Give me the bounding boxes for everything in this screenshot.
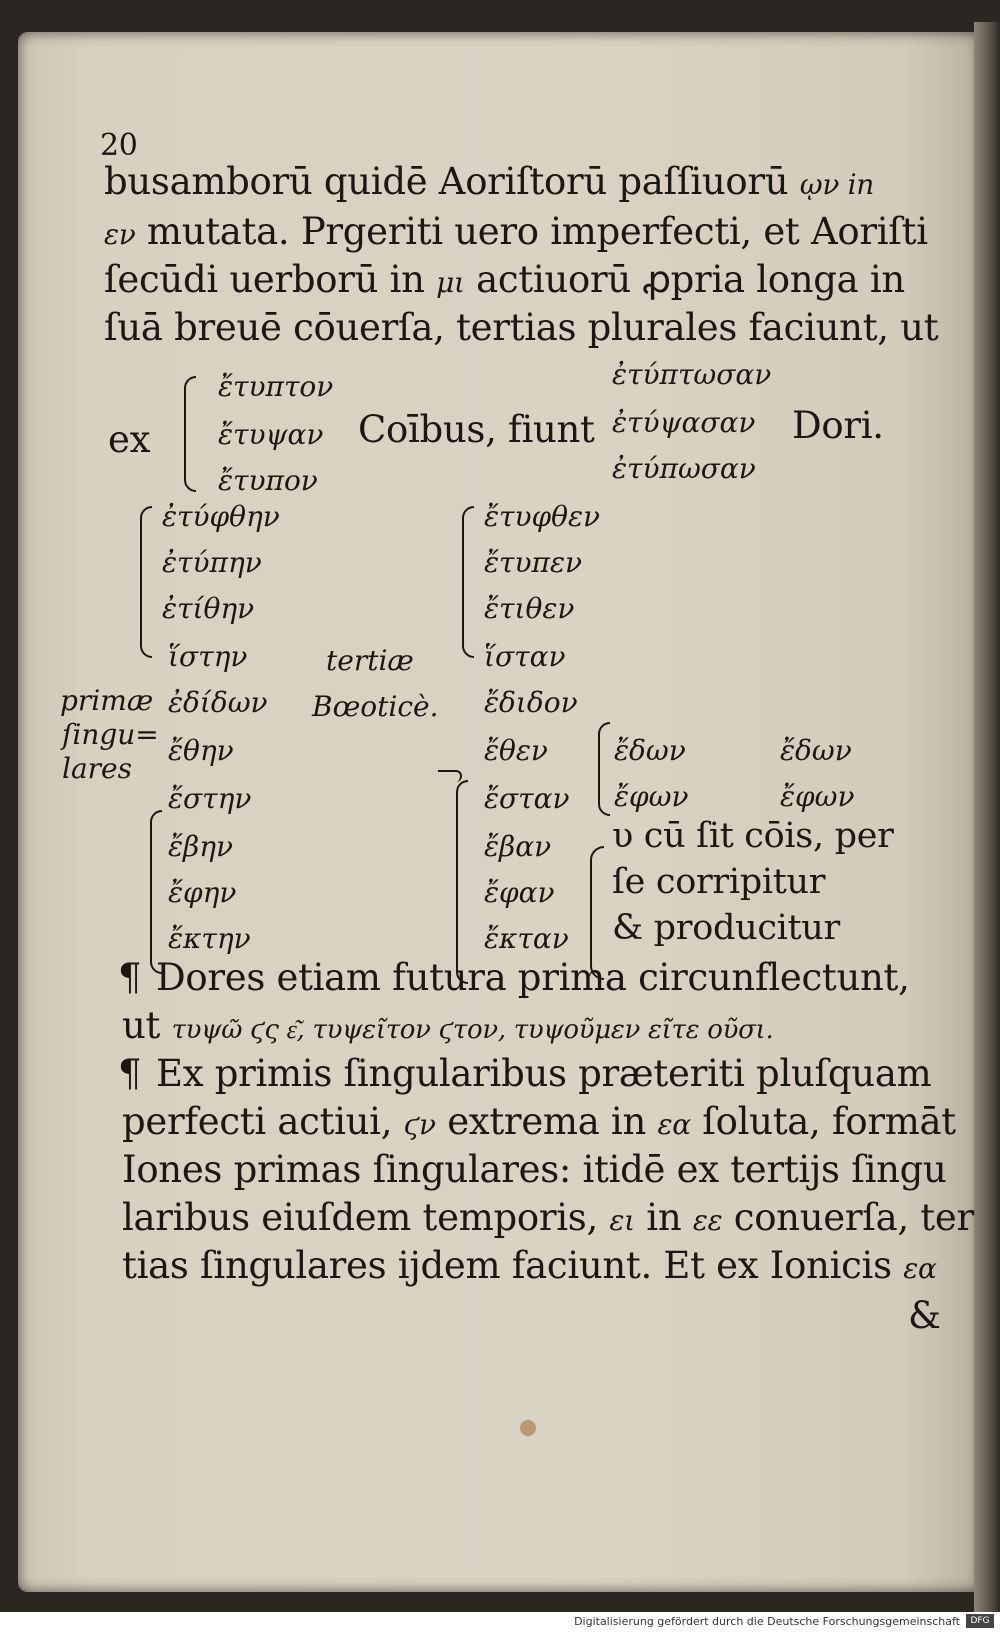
footer-bar [0, 1612, 1000, 1632]
text-line-3 [104, 258, 905, 301]
col2-row-5: ἔδιδον [484, 686, 578, 719]
col2-row-6: ἔθεν [484, 734, 548, 767]
col2-row-9: ἔφαν [484, 876, 555, 909]
col2-row-3: ἔτιθεν [484, 592, 575, 625]
footer-text: Digitalisierung gefördert durch die Deutsche Forschungsgemeinschaft [574, 1615, 960, 1628]
example-left-2: ἔτυψαν [218, 418, 324, 451]
col1-row-9: ἔφην [168, 876, 237, 909]
col2-row-10: ἔκταν [484, 922, 569, 955]
para2-line-4-greek-2: εε [692, 1204, 723, 1237]
paper-stain [520, 1420, 536, 1436]
col1-row-1: ἐτύφθην [162, 500, 280, 533]
text-line-3-latin: ſecūdi uerborū in [104, 258, 425, 301]
col1-brace-top [140, 506, 152, 658]
para2-line-2-greek-2: εα [657, 1108, 691, 1141]
example-brace [184, 376, 196, 492]
para2-line-2-a: perfecti actiui, [122, 1100, 393, 1143]
para1-line-2 [122, 1004, 773, 1047]
text-line-3-greek: μι [436, 266, 465, 299]
col3-row-1: ἔδων [614, 734, 686, 767]
col1-row-3: ἐτίθην [162, 592, 255, 625]
para2-line-4 [122, 1196, 974, 1239]
col2-row-7: ἔσταν [484, 782, 570, 815]
note-line-3: & producitur [612, 908, 840, 948]
text-line-2 [104, 210, 928, 253]
para2-line-3: Iones primas ſingulares: itidē ex tertijs ſingu [122, 1148, 947, 1191]
note-line-2: ſe corripitur [612, 862, 826, 902]
text-line-4: ſuā breuē cōuerſa, tertias plurales faciunt, ut [104, 306, 939, 349]
example-left-1: ἔτυπτον [218, 370, 334, 403]
page-number: 20 [100, 128, 138, 163]
col2-brace-bottom [456, 780, 468, 984]
col1-row-10: ἔκτην [168, 922, 251, 955]
col2-brace-top [462, 506, 474, 658]
col2-hook [438, 770, 462, 782]
note-line-1: υ cū ſit cōis, per [612, 816, 894, 856]
para2-line-4-b: in [646, 1196, 682, 1239]
pilcrow-icon-2: ¶ [118, 1052, 142, 1095]
col1-row-7: ἔστην [168, 782, 252, 815]
col1-row-6: ἔθην [168, 734, 234, 767]
para2-line-5-a: tias ſingulares ijdem faciunt. Et ex Ionicis [122, 1244, 892, 1287]
example-dori: Dori. [792, 404, 884, 447]
col2-row-2: ἔτυπεν [484, 546, 582, 579]
para2-line-2-greek: ϛν [403, 1108, 436, 1141]
col2-row-4: ἵσταν [484, 640, 566, 673]
label-tertiae: tertiæ [326, 644, 414, 677]
col1-row-5: ἐδίδων [168, 686, 268, 719]
page-edge [974, 22, 1000, 1612]
text-line-3-latin-b: actiuorū ꝓpria longa in [476, 258, 905, 301]
label-singu: ſingu= [62, 718, 159, 751]
para2-line-4-greek: ει [609, 1204, 635, 1237]
para2-line-2-b: extrema in [447, 1100, 646, 1143]
col1-row-8: ἔβην [168, 830, 234, 863]
para2-line-2 [122, 1100, 956, 1143]
example-middle: Coībus, fiunt [358, 408, 595, 451]
para2-line-1: Ex primis ſingularibus præteriti pluſquam [156, 1052, 932, 1095]
example-right-3: ἐτύπωσαν [612, 452, 756, 485]
example-ex: ex [108, 418, 151, 461]
para1-line-2-greek: τυψῶ ϛς ε͂, τυψεῖτον ϛτον, τυψοῦμεν εῖτε οῦσι. [171, 1015, 774, 1045]
col3-row-2: ἔφων [614, 780, 689, 813]
col4-row-2: ἔφων [780, 780, 855, 813]
col3-brace-top [598, 722, 610, 816]
para2-line-5-greek: εα [903, 1252, 937, 1285]
para1-line-1: Dores etiam futura prima circunflectunt, [156, 956, 910, 999]
col2-row-8: ἔβαν [484, 830, 552, 863]
col1-row-4: ἵστην [168, 640, 248, 673]
text-line-1 [104, 160, 874, 203]
label-lares: lares [62, 752, 132, 785]
text-line-2-greek: εν [104, 218, 136, 251]
para2-line-4-a: laribus eiuſdem temporis, [122, 1196, 598, 1239]
col2-row-1: ἔτυφθεν [484, 500, 601, 533]
para2-line-2-c: ſoluta, formāt [702, 1100, 956, 1143]
dfg-logo-icon: DFG [966, 1614, 994, 1628]
para2-line-5 [122, 1244, 937, 1287]
catchword: & [908, 1294, 941, 1337]
col1-brace-bottom [150, 810, 162, 974]
text-line-1-latin: busamborū quidē Aoriſtorū paſſiuorū [104, 160, 789, 203]
example-left-3: ἔτυπον [218, 464, 318, 497]
text-line-1-greek: ῳν in [799, 168, 875, 201]
pilcrow-icon: ¶ [118, 956, 142, 999]
text-line-2-latin: mutata. Prgeriti uero imperfecti, et Aoriſti [146, 210, 928, 253]
label-prime: primæ [60, 684, 154, 717]
label-boeotice: Bœoticè. [312, 690, 439, 723]
example-right-2: ἐτύψασαν [612, 406, 756, 439]
para2-line-4-c: conuerſa, ter [733, 1196, 974, 1239]
para1-line-2-latin: ut [122, 1004, 161, 1047]
col4-row-1: ἔδων [780, 734, 852, 767]
example-right-1: ἐτύπτωσαν [612, 358, 772, 391]
col1-row-2: ἐτύπην [162, 546, 262, 579]
